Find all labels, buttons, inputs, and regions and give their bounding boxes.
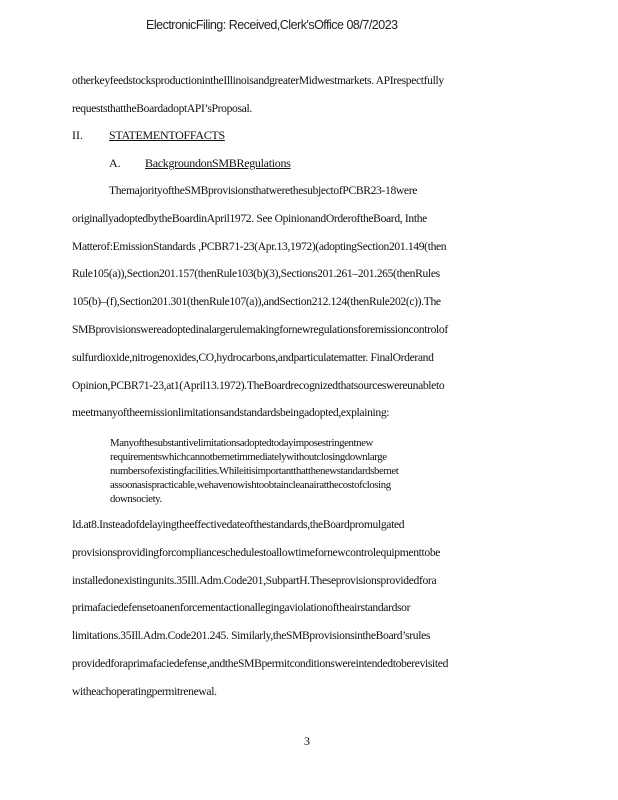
- paragraph-line: installedonexistingunits.35Ill.Adm.Code201,SubpartH.Theseprovisionsprovidedfora: [72, 574, 437, 587]
- block-quote: [110, 436, 398, 506]
- subsection-title: BackgroundonSMBRegulations: [145, 156, 291, 170]
- paragraph-line: sulfurdioxide,nitrogenoxides,CO,hydrocarbons,andparticulatematter. FinalOrderand: [72, 351, 434, 364]
- quote-line: requirementswhichcannotbemetimmediatelywithoutclosingdownlarge: [110, 451, 387, 463]
- paragraph-line: SMBprovisionswereadoptedinalargerulemakingfornewregulationsforemissioncontrolof: [72, 323, 448, 336]
- intro-line: otherkeyfeedstocksproductionintheIllinoisandgreaterMidwestmarkets. APIrespectfully: [72, 74, 444, 87]
- paragraph-line: Opinion,PCBR71-23,at1(April13.1972).TheBoardrecognizedthatsourceswereunableto: [72, 379, 445, 392]
- paragraph-line: meetmanyoftheemissionlimitationsandstandardsbeingadopted,explaining:: [72, 406, 390, 419]
- paragraph-line: Rule105(a)),Section201.157(thenRule103(b)(3),Sections201.261–201.265(thenRules: [72, 267, 440, 280]
- quote-line: downsociety.: [110, 493, 162, 505]
- quote-line: assoonasispracticable,wehavenowishtoobtaincleanairatthecostofclosing: [110, 479, 391, 491]
- paragraph-line: Id.at8.Insteadofdelayingtheeffectivedateofthestandards,theBoardpromulgated: [72, 518, 405, 531]
- section-number: II.: [72, 128, 83, 142]
- paragraph-line: Matterof:EmissionStandards ,PCBR71-23(Apr.13,1972)(adoptingSection201.149(then: [72, 240, 447, 253]
- paragraph-line: limitations.35Ill.Adm.Code201.245. Similarly,theSMBprovisionsintheBoard’srules: [72, 629, 431, 642]
- paragraph-line: providedforaprimafaciedefense,andtheSMBpermitconditionswereintendedtoberevisited: [72, 657, 449, 670]
- page-number: 3: [304, 734, 310, 748]
- intro-line: requeststhattheBoardadoptAPI’sProposal.: [72, 102, 252, 115]
- paragraph-line: provisionsprovidingforcomplianceschedulestoallowtimefornewcontrolequipmenttobe: [72, 546, 441, 559]
- paragraph-line: primafaciedefensetoanenforcementactionallegingaviolationoftheairstandardsor: [72, 601, 411, 614]
- paragraph-line: witheachoperatingpermitrenewal.: [72, 685, 217, 698]
- paragraph-line: 105(b)–(f),Section201.301(thenRule107(a)),andSection212.124(thenRule202(c)).The: [72, 295, 441, 308]
- subsection-letter: A.: [109, 156, 121, 170]
- quote-line: Manyofthesubstantivelimitationsadoptedtodayimposestringentnew: [110, 437, 373, 449]
- quote-line: numbersofexistingfacilities.Whileitisimportantthatthenewstandardsbemet: [110, 465, 399, 477]
- paragraph-line: ThemajorityoftheSMBprovisionsthatwerethesubjectofPCBR23-18were: [109, 184, 418, 197]
- paragraph-line: originallyadoptedbytheBoardinApril1972. See OpinionandOrderoftheBoard, Inthe: [72, 212, 427, 225]
- filing-header: ElectronicFiling: Received,Clerk'sOffice 08/7/2023: [146, 18, 398, 32]
- section-title: STATEMENTOFFACTS: [109, 128, 225, 142]
